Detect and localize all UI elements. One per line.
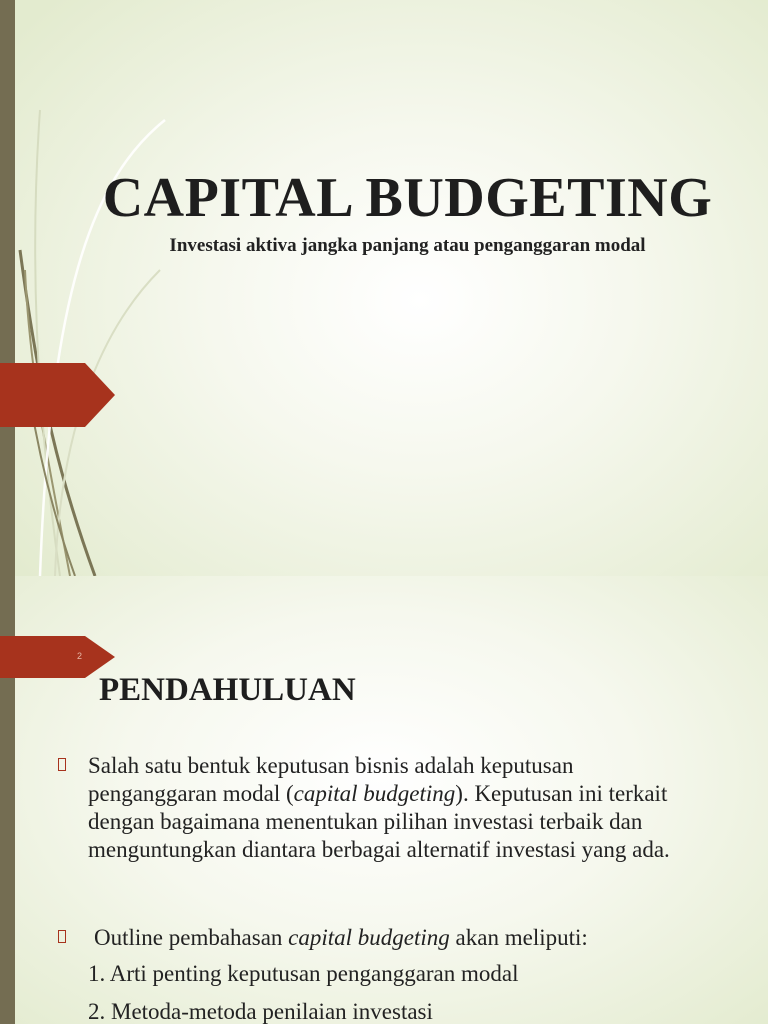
- bullet-icon: [58, 758, 66, 771]
- content-slide: [0, 576, 768, 1024]
- bullet-item: [58, 924, 698, 952]
- bullet-item: [58, 752, 698, 864]
- slide-number: 2: [77, 651, 83, 661]
- bullet-text: Salah satu bentuk keputusan bisnis adalah keputusan penganggaran modal (capital budgeting). Keputusan ini terkait dengan bagaimana menentukan pilihan investasi terbaik dan menguntungkan diantara berbagai alternatif investasi yang ada.: [88, 753, 670, 862]
- arrow-tab: [0, 636, 115, 678]
- slide-title: CAPITAL BUDGETING: [102, 167, 713, 229]
- list-item: 2. Metoda-metoda penilaian investasi: [88, 999, 433, 1024]
- swoosh-decoration: [0, 0, 200, 576]
- bullet-text: Outline pembahasan capital budgeting akan meliputi:: [94, 925, 588, 950]
- bullet-icon: [58, 930, 66, 943]
- slide-heading: PENDAHULUAN: [99, 672, 356, 708]
- slide-subtitle: Investasi aktiva jangka panjang atau penganggaran modal: [169, 235, 646, 256]
- list-item: 1. Arti penting keputusan penganggaran modal: [88, 961, 519, 986]
